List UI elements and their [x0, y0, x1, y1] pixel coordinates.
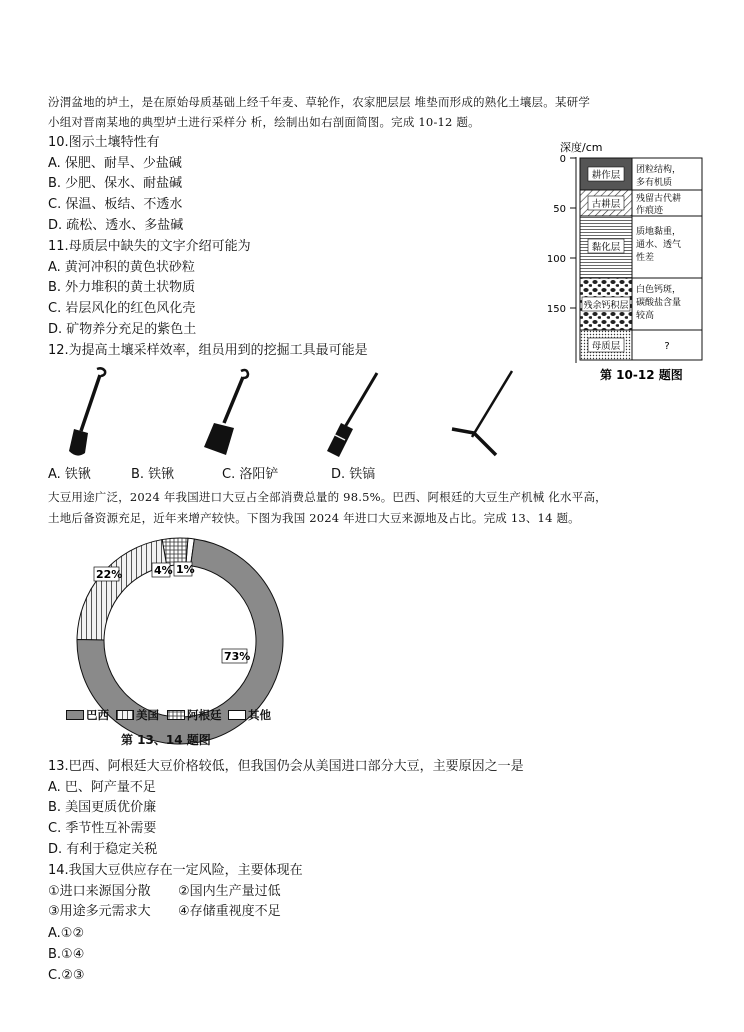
legend-usa: 美国: [136, 708, 159, 722]
soil-profile-figure: [520, 135, 720, 385]
donut-slice-usa: [77, 540, 167, 640]
question-11-option-b: B. 外力堆积的黄土状物质: [48, 280, 196, 295]
question-14-option-a: A.①②: [48, 926, 85, 941]
question-14-option-b: B.①④: [48, 947, 85, 962]
layer-label-clay: 黏化层: [591, 242, 621, 253]
question-11-option-a: A. 黄河冲积的黄色状砂粒: [48, 260, 195, 275]
note-plough-1: 团粒结构，: [636, 165, 682, 175]
depth-tick-100: 100: [546, 254, 566, 265]
question-13-option-d: D. 有利于稳定关税: [48, 842, 158, 857]
note-parent: ?: [664, 341, 670, 352]
legend-brazil: 巴西: [86, 708, 109, 722]
luoyang-shovel-tool-image: [315, 365, 385, 465]
question-10-stem: 10.图示土壤特性有: [48, 135, 160, 150]
depth-tick-50: 50: [553, 204, 566, 215]
shovel-tool-image: [55, 365, 115, 465]
intro-passage-2-line-2: 土地后备资源充足，近年来增产较快。下图为我国 2024 年进口大豆来源地及占比。完成 13、14 题。: [48, 511, 580, 525]
note-ancient-1: 残留古代耕: [636, 194, 682, 204]
note-calcic-1: 白色钙斑，: [636, 285, 682, 295]
note-calcic-3: 较高: [636, 311, 655, 321]
question-13-stem: 13.巴西、阿根廷大豆价格较低，但我国仍会从美国进口部分大豆，主要原因之一是: [48, 759, 524, 774]
question-14-item-1: ①进口来源国分散: [48, 884, 151, 899]
question-11-option-d: D. 矿物养分充足的紫色土: [48, 322, 197, 337]
layer-label-ancient: 古耕层: [591, 199, 621, 210]
donut-label-other: 1%: [176, 563, 195, 576]
question-14-option-c: C.②③: [48, 968, 85, 983]
legend-other: 其他: [248, 708, 271, 722]
question-14-item-4: ④存储重视度不足: [178, 904, 281, 919]
pickaxe-tool-image: [448, 365, 518, 465]
chart-caption: 第 13、14 题图: [121, 733, 211, 747]
depth-tick-150: 150: [546, 304, 566, 315]
note-calcic-2: 碳酸盐含量: [636, 298, 682, 308]
question-10-option-d: D. 疏松、透水、多盐碱: [48, 218, 184, 233]
tool-label-b: B. 铁锹: [131, 467, 175, 482]
legend-argentina: 阿根廷: [187, 708, 222, 722]
layer-label-calcic: 残余钙积层: [583, 301, 629, 311]
layer-label-parent: 母质层: [591, 341, 621, 352]
note-clay-2: 通水、透气: [636, 240, 682, 250]
soil-figure-caption: 第 10-12 题图: [600, 368, 683, 382]
note-clay-1: 质地黏重，: [636, 227, 682, 237]
question-11-stem: 11.母质层中缺失的文字介绍可能为: [48, 239, 251, 254]
question-11-option-c: C. 岩层风化的红色风化壳: [48, 301, 196, 316]
question-14-item-3: ③用途多元需求大: [48, 904, 151, 919]
note-ancient-2: 作痕迹: [636, 206, 664, 216]
question-13-option-c: C. 季节性互补需要: [48, 821, 157, 836]
note-plough-2: 多有机质: [636, 178, 673, 188]
question-12-stem: 12.为提高土壤采样效率，组员用到的挖掘工具最可能是: [48, 343, 368, 358]
donut-label-usa: 22%: [96, 568, 123, 581]
intro-passage-line-1: 汾渭盆地的垆土，是在原始母质基础上经千年麦、草轮作，农家肥层层 堆垫而形成的熟化土壤层。某研学: [48, 95, 591, 109]
tool-label-d: D. 铁镐: [331, 467, 376, 482]
donut-label-argentina: 4%: [154, 564, 173, 577]
question-10-option-a: A. 保肥、耐旱、少盐碱: [48, 156, 182, 171]
question-13-option-a: A. 巴、阿产量不足: [48, 780, 156, 795]
question-10-option-b: B. 少肥、保水、耐盐碱: [48, 176, 183, 191]
spade-tool-image: [198, 365, 258, 465]
layer-label-plough: 耕作层: [591, 170, 621, 181]
question-14-item-2: ②国内生产量过低: [178, 884, 281, 899]
tool-label-a: A. 铁锹: [48, 467, 91, 482]
intro-passage-line-2: 小组对晋南某地的典型垆土进行采样分 析，绘制出如右剖面简图。完成 10-12 题。: [48, 115, 480, 129]
donut-label-brazil: 73%: [224, 650, 251, 663]
depth-axis-label: 深度/cm: [560, 141, 603, 154]
note-clay-3: 性差: [636, 253, 655, 263]
tool-label-c: C. 洛阳铲: [222, 467, 279, 482]
question-14-stem: 14.我国大豆供应存在一定风险，主要体现在: [48, 863, 303, 878]
question-10-option-c: C. 保温、板结、不透水: [48, 197, 183, 212]
intro-passage-2-line-1: 大豆用途广泛，2024 年我国进口大豆占全部消费总量的 98.5%。巴西、阿根廷的大豆生产机械 化水平高，: [48, 490, 607, 504]
question-13-option-b: B. 美国更质优价廉: [48, 800, 157, 815]
depth-tick-0: 0: [559, 154, 566, 165]
